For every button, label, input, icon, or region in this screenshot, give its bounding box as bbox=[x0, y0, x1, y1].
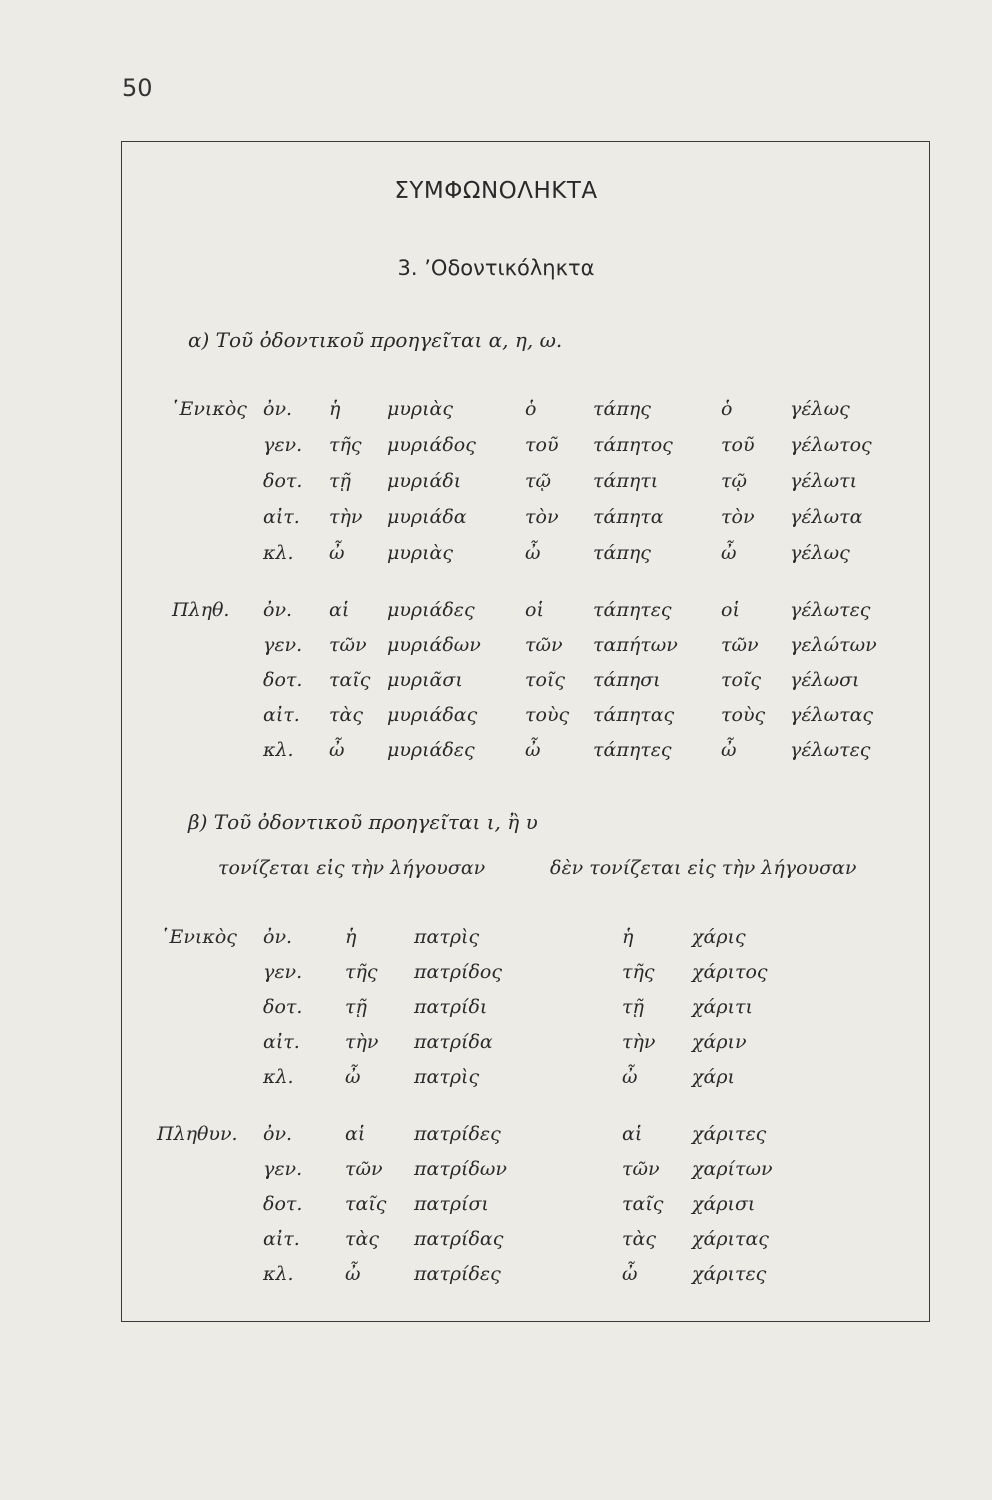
article: ὦ bbox=[622, 1066, 638, 1088]
case-label: αἰτ. bbox=[263, 506, 300, 528]
noun-form: μυριᾶσι bbox=[387, 669, 463, 691]
section-b-col-right-header: δὲν τονίζεται εἰς τὴν λήγουσαν bbox=[550, 857, 857, 879]
noun-form: γέλως bbox=[790, 398, 850, 420]
noun-form: μυριάδων bbox=[387, 634, 481, 656]
article: τῇ bbox=[345, 996, 367, 1018]
article: τοὺς bbox=[525, 704, 570, 726]
article: ἡ bbox=[329, 398, 341, 420]
section-subtitle: 3. ’Οδοντικόληκτα bbox=[397, 256, 595, 280]
noun-form: τάπης bbox=[593, 542, 651, 564]
section-a-heading: α) Τοῦ ὀδοντικοῦ προηγεῖται α, η, ω. bbox=[188, 328, 563, 352]
noun-form: πατρίδι bbox=[414, 996, 488, 1018]
case-label: ὀν. bbox=[263, 926, 293, 948]
case-label: δοτ. bbox=[263, 1193, 303, 1215]
noun-form: γέλωτος bbox=[790, 434, 872, 456]
article: τῶν bbox=[525, 634, 563, 656]
noun-form: πατρίδα bbox=[414, 1031, 493, 1053]
noun-form: τάπητα bbox=[593, 506, 664, 528]
article: τὸν bbox=[525, 506, 559, 528]
case-label: κλ. bbox=[263, 542, 294, 564]
noun-form: πατρὶς bbox=[414, 926, 480, 948]
section-b-plural-label: Πληθυν. bbox=[157, 1123, 238, 1145]
article: ὦ bbox=[525, 542, 541, 564]
case-label: δοτ. bbox=[263, 470, 303, 492]
case-label: κλ. bbox=[263, 739, 294, 761]
article: ἡ bbox=[622, 926, 634, 948]
noun-form: τάπητες bbox=[593, 599, 672, 621]
article: τῆς bbox=[329, 434, 362, 456]
article: τῆς bbox=[345, 961, 378, 983]
noun-form: χάριτες bbox=[692, 1263, 767, 1285]
noun-form: γέλωτες bbox=[790, 739, 871, 761]
case-label: γεν. bbox=[263, 634, 303, 656]
page-number: 50 bbox=[122, 74, 153, 102]
article: ὦ bbox=[721, 542, 737, 564]
noun-form: γέλως bbox=[790, 542, 850, 564]
case-label: δοτ. bbox=[263, 996, 303, 1018]
case-label: γεν. bbox=[263, 961, 303, 983]
case-label: ὀν. bbox=[263, 398, 293, 420]
case-label: γεν. bbox=[263, 1158, 303, 1180]
noun-form: μυριάδα bbox=[387, 506, 467, 528]
article: αἱ bbox=[345, 1123, 366, 1145]
noun-form: χάριτες bbox=[692, 1123, 767, 1145]
article: τῇ bbox=[622, 996, 644, 1018]
noun-form: πατρίδων bbox=[414, 1158, 507, 1180]
article: ταῖς bbox=[622, 1193, 664, 1215]
article: τὰς bbox=[329, 704, 363, 726]
case-label: αἰτ. bbox=[263, 1228, 300, 1250]
noun-form: μυριάδες bbox=[387, 739, 475, 761]
noun-form: μυριάδες bbox=[387, 599, 475, 621]
article: αἱ bbox=[329, 599, 350, 621]
article: τὴν bbox=[345, 1031, 379, 1053]
noun-form: πατρίδες bbox=[414, 1263, 501, 1285]
noun-form: χάρις bbox=[692, 926, 746, 948]
table-frame bbox=[121, 141, 930, 1322]
article: ταῖς bbox=[345, 1193, 387, 1215]
article: τῷ bbox=[525, 470, 552, 492]
article: οἱ bbox=[525, 599, 544, 621]
article: τῶν bbox=[622, 1158, 660, 1180]
article: τῷ bbox=[721, 470, 748, 492]
section-b-heading: β) Τοῦ ὀδοντικοῦ προηγεῖται ι, ἢ υ bbox=[188, 810, 538, 834]
noun-form: χαρίτων bbox=[692, 1158, 773, 1180]
noun-form: χάρι bbox=[692, 1066, 735, 1088]
noun-form: χάριν bbox=[692, 1031, 747, 1053]
article: τὴν bbox=[622, 1031, 656, 1053]
article: τὰς bbox=[345, 1228, 379, 1250]
article: ὦ bbox=[525, 739, 541, 761]
article: τὸν bbox=[721, 506, 755, 528]
article: ὦ bbox=[721, 739, 737, 761]
noun-form: χάρισι bbox=[692, 1193, 756, 1215]
section-a-singular-label: ῾Ενικὸς bbox=[170, 398, 247, 420]
noun-form: χάριτας bbox=[692, 1228, 769, 1250]
noun-form: πατρίσι bbox=[414, 1193, 489, 1215]
article: ὦ bbox=[329, 739, 345, 761]
section-b-col-left-header: τονίζεται εἰς τὴν λήγουσαν bbox=[218, 857, 486, 879]
article: τοῦ bbox=[721, 434, 755, 456]
noun-form: χάριτι bbox=[692, 996, 753, 1018]
noun-form: τάπητι bbox=[593, 470, 659, 492]
article: τῇ bbox=[329, 470, 351, 492]
article: τῶν bbox=[345, 1158, 383, 1180]
noun-form: χάριτος bbox=[692, 961, 768, 983]
noun-form: τάπητος bbox=[593, 434, 673, 456]
noun-form: γελώτων bbox=[790, 634, 877, 656]
noun-form: τάπησι bbox=[593, 669, 661, 691]
article: ὦ bbox=[345, 1066, 361, 1088]
article: τὰς bbox=[622, 1228, 656, 1250]
article: ὦ bbox=[345, 1263, 361, 1285]
article: ὁ bbox=[721, 398, 733, 420]
article: ταῖς bbox=[329, 669, 371, 691]
noun-form: πατρὶς bbox=[414, 1066, 480, 1088]
noun-form: μυριάδι bbox=[387, 470, 462, 492]
noun-form: πατρίδες bbox=[414, 1123, 501, 1145]
noun-form: πατρίδος bbox=[414, 961, 502, 983]
page-title: ΣΥΜΦΩΝΟΛΗΚΤΑ bbox=[394, 178, 598, 204]
article: τῆς bbox=[622, 961, 655, 983]
article: τῶν bbox=[721, 634, 759, 656]
article: τοῖς bbox=[525, 669, 566, 691]
article: ὁ bbox=[525, 398, 537, 420]
noun-form: τάπητες bbox=[593, 739, 672, 761]
article: ὦ bbox=[329, 542, 345, 564]
case-label: ὀν. bbox=[263, 599, 293, 621]
article: τὴν bbox=[329, 506, 363, 528]
article: αἱ bbox=[622, 1123, 643, 1145]
case-label: αἰτ. bbox=[263, 1031, 300, 1053]
article: ἡ bbox=[345, 926, 357, 948]
article: οἱ bbox=[721, 599, 740, 621]
article: τοῦ bbox=[525, 434, 559, 456]
noun-form: γέλωτας bbox=[790, 704, 874, 726]
noun-form: γέλωτα bbox=[790, 506, 863, 528]
noun-form: μυριὰς bbox=[387, 398, 453, 420]
case-label: γεν. bbox=[263, 434, 303, 456]
noun-form: τάπης bbox=[593, 398, 651, 420]
noun-form: μυριάδας bbox=[387, 704, 478, 726]
noun-form: γέλωτι bbox=[790, 470, 858, 492]
article: τῶν bbox=[329, 634, 367, 656]
noun-form: ταπήτων bbox=[593, 634, 678, 656]
noun-form: γέλωτες bbox=[790, 599, 871, 621]
section-b-singular-label: ῾Ενικὸς bbox=[160, 926, 237, 948]
case-label: δοτ. bbox=[263, 669, 303, 691]
noun-form: μυριὰς bbox=[387, 542, 453, 564]
noun-form: γέλωσι bbox=[790, 669, 860, 691]
case-label: αἰτ. bbox=[263, 704, 300, 726]
article: ὦ bbox=[622, 1263, 638, 1285]
article: τοῖς bbox=[721, 669, 762, 691]
noun-form: πατρίδας bbox=[414, 1228, 504, 1250]
article: τοὺς bbox=[721, 704, 766, 726]
noun-form: τάπητας bbox=[593, 704, 675, 726]
noun-form: μυριάδος bbox=[387, 434, 476, 456]
case-label: ὀν. bbox=[263, 1123, 293, 1145]
case-label: κλ. bbox=[263, 1066, 294, 1088]
case-label: κλ. bbox=[263, 1263, 294, 1285]
section-a-plural-label: Πληθ. bbox=[172, 599, 230, 621]
